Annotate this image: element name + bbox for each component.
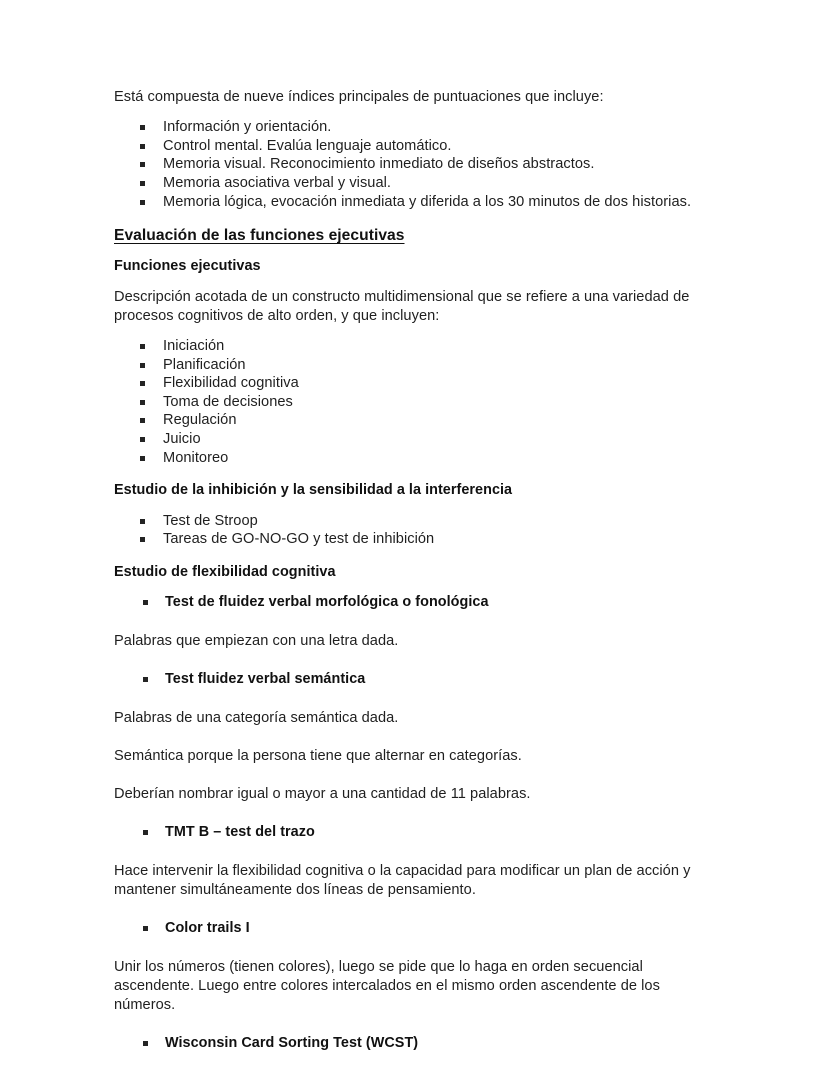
- spacer: [114, 326, 698, 337]
- square-bullet-icon: [140, 144, 145, 149]
- spacer: [114, 728, 698, 747]
- spacer: [114, 613, 698, 632]
- square-bullet-icon: [143, 926, 148, 931]
- semantic-note-paragraph-2: Deberían nombrar igual o mayor a una cantidad de 11 palabras.: [114, 786, 531, 803]
- spacer: [114, 939, 698, 958]
- spacer: [114, 690, 698, 709]
- list-item: [114, 118, 698, 137]
- subheading-flexibility-study: Estudio de flexibilidad cognitiva: [114, 563, 336, 580]
- spacer: [114, 651, 698, 670]
- spacer: [114, 501, 698, 512]
- list-item-label: Iniciación: [163, 338, 225, 355]
- list-item: [114, 919, 698, 939]
- list-item-label: Planificación: [163, 356, 246, 373]
- list-item-label: Memoria asociativa verbal y visual.: [163, 174, 392, 191]
- list-item: [114, 174, 698, 193]
- subheading-executive-functions: Funciones ejecutivas: [114, 258, 261, 275]
- color-trails-description-paragraph: Unir los números (tienen colores), luego se pide que lo haga en orden secuencial ascendente. Luego entre colores intercalados en el mismo orden ascendente de los números.: [114, 958, 660, 1014]
- list-item: [114, 356, 698, 375]
- square-bullet-icon: [140, 437, 145, 442]
- morphological-description-paragraph: Palabras que empiezan con una letra dada.: [114, 632, 399, 649]
- list-item-label: Wisconsin Card Sorting Test (WCST): [165, 1035, 419, 1052]
- square-bullet-icon: [143, 600, 148, 605]
- square-bullet-icon: [140, 344, 145, 349]
- square-bullet-icon: [140, 456, 145, 461]
- square-bullet-icon: [140, 162, 145, 167]
- list-item-label: Memoria visual. Reconocimiento inmediato de diseños abstractos.: [163, 156, 595, 173]
- square-bullet-icon: [140, 363, 145, 368]
- spacer: [114, 107, 698, 118]
- list-item-label: Regulación: [163, 412, 237, 429]
- list-item-label: Juicio: [163, 431, 201, 448]
- list-item-label: Tareas de GO-NO-GO y test de inhibición: [163, 531, 435, 548]
- inhibition-tests-list: [114, 512, 698, 549]
- list-item-label: Test de Stroop: [163, 512, 258, 529]
- spacer: [114, 582, 698, 593]
- list-item: [114, 1034, 698, 1054]
- semantic-description-paragraph: Palabras de una categoría semántica dada.: [114, 709, 399, 726]
- list-item: [114, 430, 698, 449]
- list-item: [114, 193, 698, 212]
- list-item: [114, 530, 698, 549]
- square-bullet-icon: [143, 677, 148, 682]
- list-item-label: Control mental. Evalúa lenguaje automático.: [163, 137, 452, 154]
- square-bullet-icon: [140, 200, 145, 205]
- flexibility-test-morphological: [114, 593, 698, 613]
- list-item: [114, 393, 698, 412]
- list-item-label: Test fluidez verbal semántica: [165, 671, 366, 688]
- square-bullet-icon: [140, 418, 145, 423]
- color-trails-test: [114, 919, 698, 939]
- semantic-note-paragraph-1: Semántica porque la persona tiene que alternar en categorías.: [114, 747, 522, 764]
- tmt-b-test: [114, 823, 698, 843]
- square-bullet-icon: [140, 125, 145, 130]
- list-item: [114, 512, 698, 531]
- spacer: [114, 246, 698, 257]
- list-item: [114, 137, 698, 156]
- memory-indices-list: [114, 118, 698, 211]
- spacer: [114, 1015, 698, 1034]
- spacer: [114, 211, 698, 225]
- list-item-label: Flexibilidad cognitiva: [163, 375, 299, 392]
- spacer: [114, 277, 698, 288]
- list-item: [114, 337, 698, 356]
- square-bullet-icon: [140, 519, 145, 524]
- spacer: [114, 467, 698, 481]
- executive-description-paragraph: Descripción acotada de un constructo multidimensional que se refiere a una variedad de procesos cognitivos de alto orden, y que incluyen:: [114, 288, 690, 324]
- tmt-b-description-paragraph: Hace intervenir la flexibilidad cognitiva o la capacidad para modificar un plan de acción y mantener simultáneamente dos líneas de pensamiento.: [114, 862, 691, 898]
- list-item: [114, 449, 698, 468]
- list-item: [114, 823, 698, 843]
- section-heading: Evaluación de las funciones ejecutivas: [114, 227, 405, 245]
- intro-paragraph: Está compuesta de nueve índices principales de puntuaciones que incluye:: [114, 89, 604, 105]
- list-item: [114, 374, 698, 393]
- spacer: [114, 804, 698, 823]
- list-item: [114, 670, 698, 690]
- list-item-label: Información y orientación.: [163, 119, 332, 136]
- square-bullet-icon: [140, 181, 145, 186]
- list-item-label: Color trails I: [165, 920, 250, 937]
- wcst-test: [114, 1034, 698, 1054]
- list-item: [114, 411, 698, 430]
- list-item: [114, 155, 698, 174]
- square-bullet-icon: [140, 400, 145, 405]
- spacer: [114, 900, 698, 919]
- square-bullet-icon: [140, 537, 145, 542]
- list-item-label: Memoria lógica, evocación inmediata y diferida a los 30 minutos de dos historias.: [163, 193, 692, 210]
- subheading-inhibition-study: Estudio de la inhibición y la sensibilidad a la interferencia: [114, 482, 513, 499]
- square-bullet-icon: [140, 381, 145, 386]
- square-bullet-icon: [143, 1041, 148, 1046]
- list-item-label: TMT B – test del trazo: [165, 824, 315, 841]
- document-body: [114, 88, 698, 1054]
- spacer: [114, 549, 698, 563]
- spacer: [114, 843, 698, 862]
- list-item-label: Monitoreo: [163, 449, 229, 466]
- list-item-label: Toma de decisiones: [163, 393, 293, 410]
- spacer: [114, 766, 698, 785]
- list-item: [114, 593, 698, 613]
- executive-functions-list: [114, 337, 698, 467]
- list-item-label: Test de fluidez verbal morfológica o fonológica: [165, 594, 489, 611]
- flexibility-test-semantic: [114, 670, 698, 690]
- square-bullet-icon: [143, 830, 148, 835]
